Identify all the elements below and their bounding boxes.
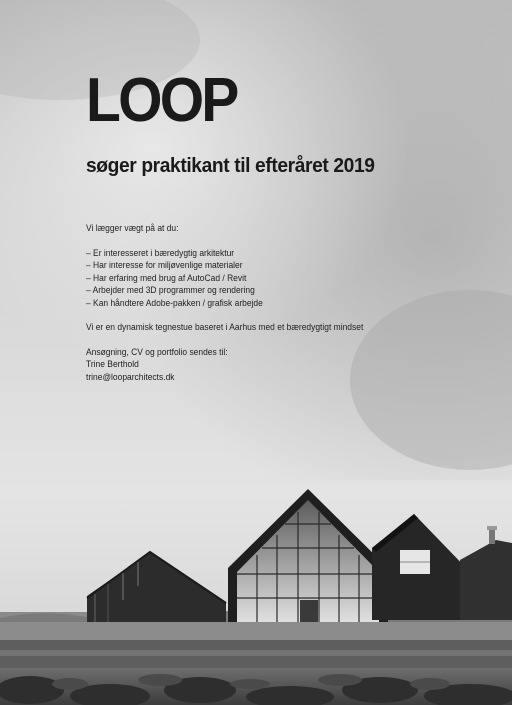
contact-heading: Ansøgning, CV og portfolio sendes til: <box>86 346 228 357</box>
list-item: – Arbejder med 3D programmer og rendering <box>86 285 255 295</box>
list-item: – Kan håndtere Adobe-pakken / grafisk arbejde <box>86 297 263 308</box>
body-text <box>86 222 462 383</box>
list-item: – Er interesseret i bæredygtig arkitektur <box>86 247 235 258</box>
requirements-list <box>86 247 462 310</box>
list-item: – Har erfaring med brug af AutoCad / Revit <box>86 272 247 283</box>
contact-name: Trine Berthold <box>86 359 139 369</box>
contact-email[interactable]: trine@looparchitects.dk <box>86 371 175 382</box>
list-item: – Har interesse for miljøvenlige materialer <box>86 260 243 270</box>
intro-text: Vi lægger vægt på at du: <box>86 223 179 233</box>
logo-title: LOOP <box>86 66 237 135</box>
subtitle: søger praktikant til efteråret 2019 <box>86 155 375 177</box>
company-description: Vi er en dynamisk tegnestue baseret i Aarhus med et bæredygtigt mindset <box>86 322 364 332</box>
